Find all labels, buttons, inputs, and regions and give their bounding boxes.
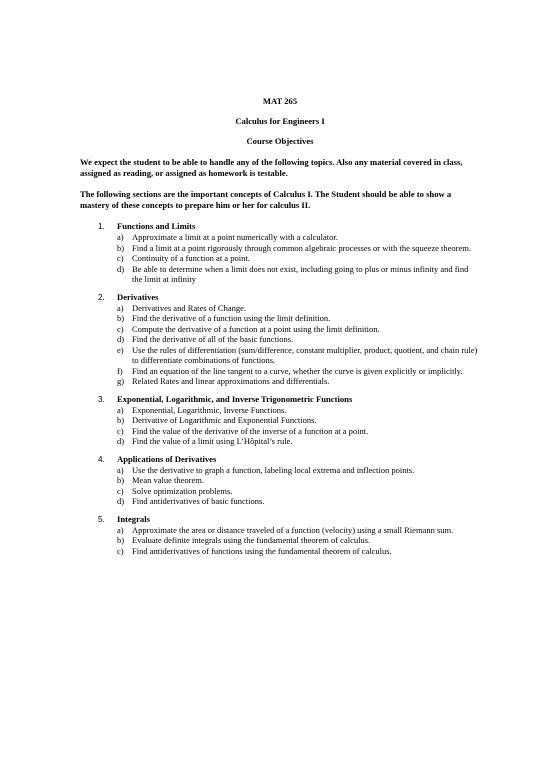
item-text: Compute the derivative of a function at a point using the limit definition.	[132, 323, 380, 334]
item-letter: c)	[117, 323, 124, 334]
list-item	[80, 535, 480, 546]
item-text: Find the value of a limit using L’Hôpital’s rule.	[132, 436, 293, 446]
item-letter: d)	[117, 263, 125, 274]
item-letter: a)	[117, 404, 124, 415]
list-item	[80, 313, 480, 324]
intro-paragraph-2: The following sections are the important concepts of Calculus I. The Student should be able to show a mastery of these concepts to prepare him or her for calculus II.	[80, 189, 452, 210]
section-items	[80, 303, 480, 387]
list-item	[80, 376, 480, 387]
section-heading	[80, 514, 480, 525]
item-letter: a)	[117, 232, 124, 242]
list-item	[80, 366, 480, 377]
intro-paragraph-1: We expect the student to be able to handle any of the following topics. Also any material covered in class, assigned as reading, or assigned as homework is testable.	[80, 157, 463, 178]
item-text: Find antiderivatives of basic functions.	[132, 496, 265, 506]
section-title: Derivatives	[117, 291, 159, 302]
item-letter: b)	[117, 313, 125, 323]
item-text: Evaluate definite integrals using the fundamental theorem of calculus.	[132, 535, 371, 545]
objective-section	[80, 514, 480, 557]
item-text: Derivative of Logarithmic and Exponential Functions.	[132, 415, 317, 425]
list-item	[80, 486, 480, 497]
section-items	[80, 525, 480, 557]
list-item	[80, 546, 480, 557]
item-text: Exponential, Logarithmic, Inverse Functions.	[132, 404, 287, 415]
item-letter: c)	[117, 253, 124, 263]
list-item	[80, 253, 480, 264]
item-text: Find antiderivatives of functions using the fundamental theorem of calculus.	[132, 545, 392, 556]
item-text: Related Rates and linear approximations and differentials.	[132, 376, 330, 386]
item-text: Solve optimization problems.	[132, 485, 233, 496]
list-item	[80, 232, 480, 243]
item-letter: b)	[117, 475, 125, 485]
item-letter: g)	[117, 376, 125, 386]
item-letter: d)	[117, 334, 125, 344]
item-text: Derivatives and Rates of Change.	[132, 302, 247, 313]
item-letter: b)	[117, 415, 125, 425]
item-text: Find a limit at a point rigorously through common algebraic processes or with the squeeze theorem.	[132, 242, 471, 253]
section-title: Functions and Limits	[117, 221, 196, 231]
item-letter: b)	[117, 535, 125, 545]
item-letter: d)	[117, 436, 125, 446]
section-title: Integrals	[117, 513, 150, 524]
list-item	[80, 324, 480, 335]
objective-section	[80, 394, 480, 447]
item-text: Use the derivative to graph a function, labeling local extrema and inflection points.	[132, 464, 415, 475]
list-item	[80, 334, 480, 345]
section-items	[80, 232, 480, 285]
list-item	[80, 426, 480, 437]
item-letter: e)	[117, 344, 124, 355]
section-number: 5.	[98, 514, 105, 524]
list-item	[80, 415, 480, 426]
section-title: Exponential, Logarithmic, and Inverse Trigonometric Functions	[117, 393, 353, 404]
item-text: Find the derivative of a function using the limit definition.	[132, 313, 331, 323]
section-heading	[80, 454, 480, 465]
list-item	[80, 405, 480, 416]
list-item	[80, 475, 480, 486]
document-title: Course Objectives	[246, 136, 314, 146]
list-item	[80, 525, 480, 536]
item-letter: a)	[117, 464, 124, 475]
item-text: Approximate the area or distance traveled of a function (velocity) using a small Riemann sum.	[132, 524, 454, 535]
item-letter: c)	[117, 485, 124, 496]
item-letter: f)	[117, 365, 123, 376]
item-text: Continuity of a function at a point.	[132, 253, 250, 263]
section-number: 1.	[98, 222, 105, 231]
item-letter: d)	[117, 496, 125, 506]
section-heading	[80, 394, 480, 405]
item-text: Approximate a limit at a point numerically with a calculator.	[132, 232, 338, 242]
item-letter: b)	[117, 242, 125, 253]
item-text: Be able to determine when a limit does not exist, including going to plus or minus infinity and find the limit at infinity	[132, 263, 469, 284]
section-items	[80, 405, 480, 447]
section-number: 2.	[98, 292, 105, 302]
objective-section	[80, 454, 480, 507]
list-item	[80, 465, 480, 476]
item-letter: c)	[117, 425, 124, 436]
document-body	[80, 96, 480, 563]
objective-section	[80, 292, 480, 387]
list-item	[80, 264, 480, 285]
section-items	[80, 465, 480, 507]
objectives-list	[80, 221, 480, 556]
section-number: 3.	[98, 394, 105, 404]
section-title: Applications of Derivatives	[117, 453, 217, 464]
item-text: Mean value theorem.	[132, 475, 204, 485]
item-text: Find the derivative of all of the basic functions.	[132, 334, 294, 344]
list-item	[80, 243, 480, 254]
course-code: MAT 265	[262, 96, 298, 106]
item-text: Find an equation of the line tangent to a curve, whether the curve is given explicitly or implicitly.	[132, 365, 463, 376]
list-item	[80, 303, 480, 314]
item-text: Use the rules of differentiation (sum/difference, constant multiplier, product, quotient, and chain rule) to differentiate combinations of functions.	[132, 344, 478, 365]
section-heading	[80, 292, 480, 303]
item-letter: a)	[117, 302, 124, 313]
list-item	[80, 436, 480, 447]
list-item	[80, 345, 480, 366]
item-letter: a)	[117, 524, 124, 535]
course-title: Calculus for Engineers I	[235, 116, 325, 126]
item-letter: c)	[117, 545, 124, 556]
section-number: 4.	[98, 454, 105, 464]
section-heading	[80, 221, 480, 232]
list-item	[80, 496, 480, 507]
item-text: Find the value of the derivative of the inverse of a function at a point.	[132, 425, 369, 436]
objective-section	[80, 221, 480, 285]
